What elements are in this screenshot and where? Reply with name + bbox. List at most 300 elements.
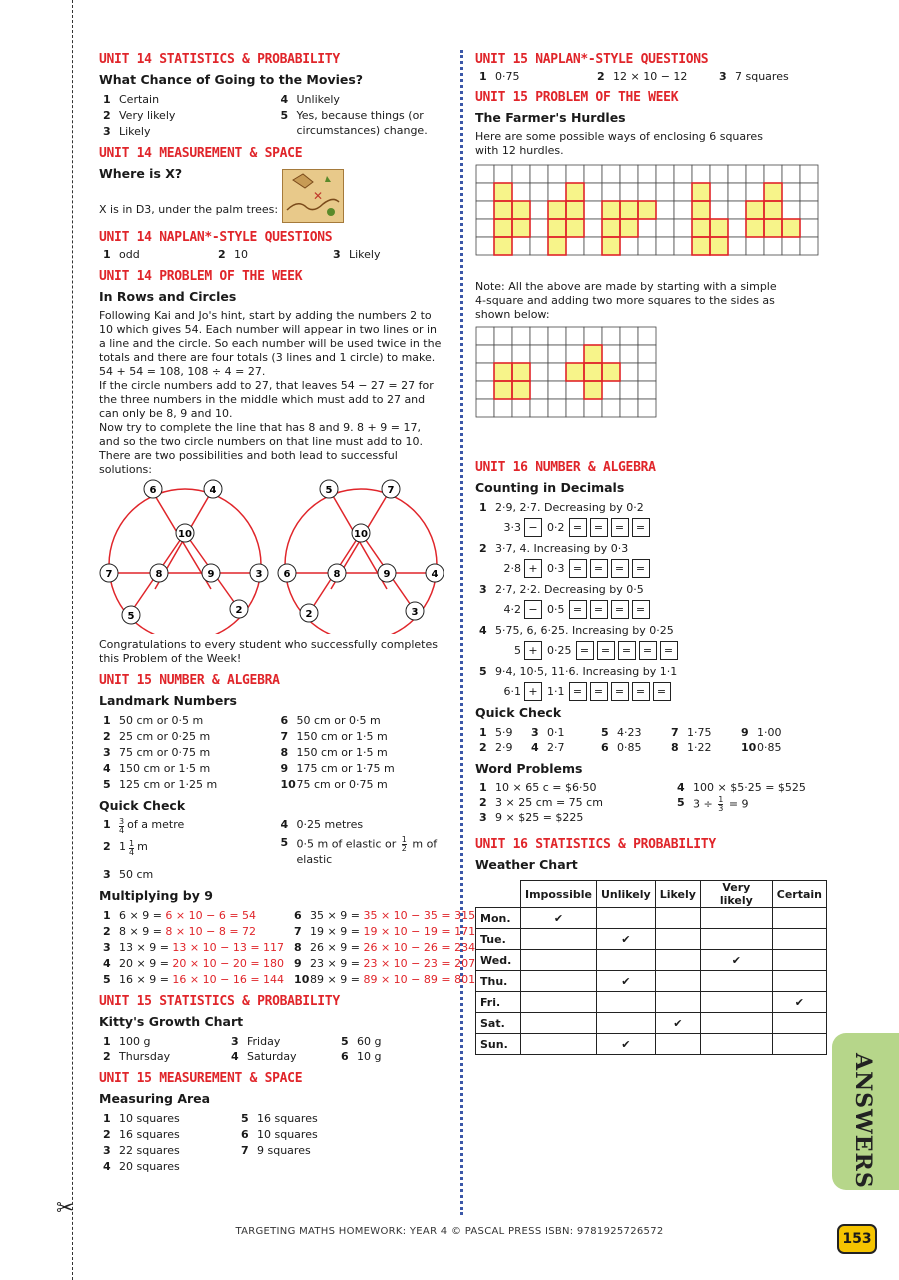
item-number: 4 [103,762,111,775]
list-item [99,1127,227,1142]
grid-square [674,201,692,219]
page-footer: TARGETING MATHS HOMEWORK: YEAR 4 © PASCAL PRESS ISBN: 9781925726572 [235,1226,664,1237]
operator-box: + [524,682,542,701]
item-number: 2 [479,796,487,809]
item-number: 1 [103,909,111,922]
section-u15-stats [99,994,444,1064]
list-item [475,500,827,515]
unit-label: UNIT 15 [99,994,152,1009]
filled-square [602,363,620,381]
item-number: 1 [479,726,487,739]
item-number: 8 [294,941,302,954]
answer-box: = [611,600,629,619]
answer-box: = [569,600,587,619]
numerator: 3 [119,817,125,826]
item-number: 4 [479,624,487,637]
start-value: 5 [514,644,521,657]
svg-text:3: 3 [255,569,263,580]
day-cell: Sat. [476,1013,521,1034]
table-cell [772,1013,826,1034]
list-item [277,761,445,776]
answer: 23 × 10 − 23 = 207 [363,957,476,970]
paragraph: Note: All the above are made by starting with a simple 4-square and adding two more squares to the sides as shown below: [475,280,777,321]
day-cell: Wed. [476,950,521,971]
svg-text:5: 5 [325,485,333,496]
day-cell: Tue. [476,929,521,950]
item-text: 125 cm or 1·25 m [119,778,218,791]
item-number: 4 [677,781,685,794]
item-text: 0·1 [547,726,565,739]
filled-square [494,183,512,201]
item-number: 2 [103,840,111,853]
node-right [250,564,268,582]
subheading: Quick Check [99,798,186,813]
table-row [476,971,827,992]
item-number: 5 [241,1112,249,1125]
item-text: m [137,840,148,853]
item-text: 5·9 [495,726,513,739]
list-item [277,729,445,744]
filled-square [746,201,764,219]
filled-square [566,183,584,201]
sequence-row [499,600,827,619]
grid-square [782,237,800,255]
subheading: Kitty's Growth Chart [99,1014,244,1029]
list-item [597,725,667,740]
treasure-map-icon [282,169,344,223]
list-item [329,247,444,262]
item-number: 1 [103,1112,111,1125]
grid-square [566,399,584,417]
grid-square [530,165,548,183]
filled-square [584,381,602,399]
item-text: 2·7 [547,741,565,754]
grid-square [584,165,602,183]
item-text [119,908,256,923]
item-number: 3 [719,70,727,83]
item-number: 3 [103,125,111,138]
filled-square [638,201,656,219]
list-item [99,777,267,792]
unit-topic: STATISTICS & PROBABILITY [159,994,340,1009]
item-number: 10 [741,741,757,754]
question: 13 × 9 = [119,941,173,954]
list-item [99,940,284,955]
section-u15-potw [475,90,827,432]
item-number: 1 [103,818,111,831]
paragraph: Congratulations to every student who successfully completes this Problem of the Week! [99,638,438,665]
filled-square [494,381,512,399]
answer-list [99,713,444,792]
list-item [99,92,267,107]
grid-square [638,399,656,417]
item-text [119,940,284,955]
item-number: 4 [280,818,289,831]
item-text: 9 squares [257,1144,311,1157]
answer-list [99,1034,444,1064]
item-text: 1·00 [757,726,782,739]
filled-square [584,345,602,363]
item-text: 0·75 [495,70,520,83]
grid-square [530,399,548,417]
item-text: 10 × 65 c = $6·50 [495,781,597,794]
svg-text:7: 7 [105,569,113,580]
grid-square [656,219,674,237]
grid-square [638,237,656,255]
item-text: Certain [119,93,160,106]
grid-square [764,237,782,255]
answer: 20 × 10 − 20 = 180 [172,957,285,970]
node-top-l [320,480,338,498]
grid-square [476,327,494,345]
table-cell [655,950,700,971]
filled-square [566,363,584,381]
grid-square [584,327,602,345]
node-center [352,524,370,542]
section-heading [99,269,444,284]
numerator: 1 [401,835,407,844]
answer-box: = [590,518,608,537]
list-item [99,924,284,939]
table-cell [700,971,772,992]
item-text: 150 cm or 1·5 m [296,746,388,759]
item-number: 1 [103,248,111,261]
item-text [310,956,475,971]
item-number: 2 [218,248,226,261]
answers-tab-label: ANSWERS [850,1053,876,1189]
list-item [290,924,475,939]
grid-square [728,183,746,201]
circle-diagrams [99,479,444,634]
item-text: 20 squares [119,1160,180,1173]
item-number: 2 [103,1128,111,1141]
item-number: 2 [479,741,487,754]
item-number: 6 [341,1050,349,1063]
section-heading [99,52,444,67]
filled-square [620,219,638,237]
node-bot-r [406,602,424,620]
operator-box: − [524,600,542,619]
filled-square [620,201,638,219]
item-text: 50 cm or 0·5 m [119,714,204,727]
grid-square [728,237,746,255]
tick-icon: ✔ [596,971,655,992]
item-number: 2 [479,542,487,555]
item-text: 50 cm or 0·5 m [296,714,381,727]
start-value: 3·3 [503,521,521,534]
subheading: Word Problems [475,761,583,776]
item-number: 7 [671,726,679,739]
grid-square [530,381,548,399]
table-cell [596,1013,655,1034]
grid-square [476,381,494,399]
grid-square [638,165,656,183]
tick-icon: ✔ [655,1013,700,1034]
grid-square [476,363,494,381]
grid-square [728,201,746,219]
list-item [290,940,475,955]
sequence-row [499,518,827,537]
grid-square [656,165,674,183]
grid-square [494,345,512,363]
section-heading [99,994,444,1009]
list-item [475,725,527,740]
grid-square [620,345,638,363]
filled-square [512,201,530,219]
list-item [527,725,597,740]
grid-square [656,237,674,255]
unit-topic: NAPLAN*-STYLE QUESTIONS [159,230,333,245]
answer-sentence: X is in D3, under the palm trees: [99,203,279,216]
item-number: 6 [294,909,302,922]
item-number: 5 [280,109,289,122]
grid-square [494,165,512,183]
item-text: 0·25 metres [296,818,364,831]
grid-square [584,237,602,255]
grid-square [476,345,494,363]
svg-text:2: 2 [305,609,313,620]
item-number: 2 [103,925,111,938]
left-column [99,52,476,1181]
list-item [715,69,827,84]
grid-square [512,399,530,417]
grid-square [566,327,584,345]
subheading: Weather Chart [475,857,578,872]
item-number: 3 [531,726,539,739]
list-item [99,1143,227,1158]
tick-icon: ✔ [521,908,597,929]
item-text: 60 g [357,1035,382,1048]
item-text: 2·9 [495,741,513,754]
filled-square [602,219,620,237]
section-u16-stats [475,837,827,1055]
item-number: 2 [103,730,111,743]
section-heading [99,1071,444,1086]
item-text: odd [119,248,140,261]
subheading: Where is X? [99,166,183,181]
question: 20 × 9 = [119,957,173,970]
grid-square [530,327,548,345]
item-number: 3 [103,1144,111,1157]
section-heading [475,460,827,475]
grid-square [530,219,548,237]
table-cell [596,950,655,971]
list-item [237,1111,444,1126]
grid-square [656,183,674,201]
section-heading [475,90,827,105]
item-text: 5·75, 6, 6·25. Increasing by 0·25 [495,624,674,637]
grid-square [800,237,818,255]
item-text: 50 cm [119,868,154,881]
filled-square [548,219,566,237]
list-item [277,745,445,760]
grid-square [638,363,656,381]
section-u15-number [99,673,476,987]
grid-square [566,165,584,183]
item-number: 3 [103,746,111,759]
item-text-start: 0·5 m of elastic or [296,837,397,851]
section-u15-measurement [99,1071,444,1174]
unit-topic: MEASUREMENT & SPACE [159,1071,303,1086]
grid-square [548,381,566,399]
column-header: Very likely [700,881,772,908]
item-number: 3 [333,248,341,261]
list-item [99,729,267,744]
answers-tab [832,1033,899,1190]
item-text: 10 squares [257,1128,318,1141]
item-text: 100 g [119,1035,151,1048]
question: 16 × 9 = [119,973,173,986]
grid-square [548,345,566,363]
list-item [475,796,663,810]
fraction [718,796,723,813]
list-item [673,796,827,825]
item-number: 4 [103,957,111,970]
grid-square [692,165,710,183]
grid-square [674,183,692,201]
item-text: 10 squares [119,1112,180,1125]
grid-square [620,327,638,345]
grid-square [476,219,494,237]
subheading: Counting in Decimals [475,480,625,495]
grid-square [584,399,602,417]
grid-square [530,201,548,219]
item-text [119,956,284,971]
svg-text:7: 7 [387,485,395,496]
list-item [667,740,737,755]
filled-square [512,381,530,399]
item-text: 100 × $5·25 = $525 [693,781,806,794]
answer-box: = [590,559,608,578]
answer-box: = [590,682,608,701]
right-column [475,52,827,1062]
list-item [99,1159,227,1174]
table-cell [772,950,826,971]
item-number: 1 [103,1035,111,1048]
table-cell [655,1034,700,1055]
grid-square [566,345,584,363]
item-number: 2 [597,70,605,83]
sequence-row [499,559,827,578]
weather-chart-table [475,880,827,1055]
list-item [475,740,527,755]
item-text [310,908,475,923]
unit-label: UNIT 14 [99,52,152,67]
table-cell [772,1034,826,1055]
answer-box: = [569,682,587,701]
day-cell: Fri. [476,992,521,1013]
item-number: 7 [241,1144,249,1157]
answer-box: = [611,559,629,578]
answer: 26 × 10 − 26 = 234 [363,941,476,954]
column-header: Impossible [521,881,597,908]
table-row [476,1034,827,1055]
grid-square [782,183,800,201]
table-cell [655,929,700,950]
step-value: 1·1 [547,685,565,698]
item-text: Friday [247,1035,281,1048]
grid-square [548,399,566,417]
filled-square [584,363,602,381]
list-item [99,1111,227,1126]
grid-square [782,201,800,219]
filled-square [710,237,728,255]
answer-box: = [632,600,650,619]
list-item [337,1034,444,1049]
answer: 89 × 10 − 89 = 801 [363,973,476,986]
answer-list [475,69,827,84]
operator-box: − [524,518,542,537]
list-item [99,761,267,776]
unit-label: UNIT 14 [99,146,152,161]
grid-square [476,183,494,201]
list-item [277,108,445,139]
table-cell [700,1013,772,1034]
answer-box: = [632,559,650,578]
list-item [99,956,284,971]
filled-square [602,237,620,255]
node-mid-r [202,564,220,582]
section-heading [99,146,444,161]
grid-square [602,327,620,345]
section-heading [99,230,444,245]
grid-square [512,237,530,255]
list-item [237,1127,444,1142]
start-value: 2·8 [503,562,521,575]
table-cell [655,908,700,929]
answer: 6 × 10 − 6 = 54 [165,909,257,922]
item-text [310,924,475,939]
grid-square [494,399,512,417]
hurdles-grid [475,164,821,270]
item-number: 6 [241,1128,249,1141]
list-item [593,69,715,84]
item-text: of a metre [127,818,185,831]
grid-square [620,237,638,255]
table-cell [521,1013,597,1034]
item-text-end: m of elastic [296,837,438,866]
item-text: Likely [349,248,381,261]
table-cell [655,971,700,992]
item-number: 1 [103,93,111,106]
unit-topic: PROBLEM OF THE WEEK [535,90,679,105]
node-mid-r [378,564,396,582]
item-number: 2 [103,109,111,122]
grid-square [530,237,548,255]
item-number: 6 [601,741,609,754]
section-heading [475,52,827,67]
list-item [277,777,445,792]
operator-box: + [524,641,542,660]
list-item [99,1034,227,1049]
list-item [277,92,445,107]
item-text [119,924,256,939]
item-number: 7 [280,730,289,743]
column-divider [460,50,463,1215]
item-number: 1 [479,501,487,514]
answer-box: = [632,682,650,701]
answer: 13 × 10 − 13 = 117 [172,941,285,954]
multiply-list [99,908,476,987]
list-item [237,1143,444,1158]
grid-square [710,165,728,183]
fraction [129,840,134,867]
answer-box: = [618,641,636,660]
item-number: 7 [294,925,302,938]
grid-square [638,327,656,345]
grid-square [548,165,566,183]
scissors-icon: ✂ [56,1196,75,1221]
